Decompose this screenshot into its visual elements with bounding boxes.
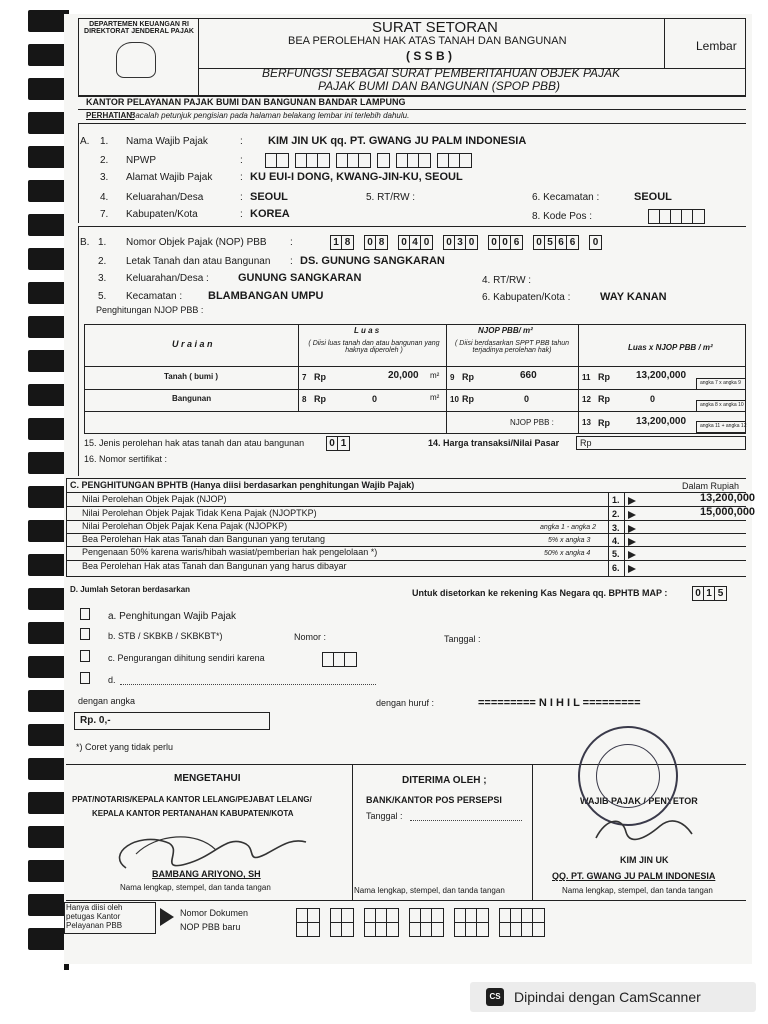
a7-num: 7. bbox=[100, 209, 109, 220]
njop-pbb-value: 13,200,000 bbox=[636, 416, 687, 427]
camscanner-logo-icon: CS bbox=[486, 988, 504, 1006]
c-row-label: Pengenaan 50% karena waris/hibah wasiat/pemberian hak pengelolaan *) bbox=[82, 547, 378, 557]
kodepos-boxes bbox=[648, 209, 705, 224]
arrow-right-icon bbox=[628, 511, 636, 519]
total-tanah-value: 13,200,000 bbox=[636, 370, 687, 381]
bank-caption: Nama lengkap, stempel, dan tanda tangan bbox=[354, 886, 505, 895]
a4-label: Keluarahan/Desa bbox=[126, 192, 204, 203]
c-row-label: Nilai Perolehan Objek Pajak Tidak Kena Pajak (NJOPTKP) bbox=[82, 508, 317, 518]
taxpayer-caption: Nama lengkap, stempel, dan tanda tangan bbox=[562, 886, 713, 895]
scanner-label: Dipindai dengan CamScanner bbox=[514, 989, 701, 1005]
mengetahui-sub2: KEPALA KANTOR PERTANAHAN KABUPATEN/KOTA bbox=[92, 809, 294, 818]
perhatian-text: Bacalah petunjuk pengisian pada halaman belakang lembar ini terlebih dahulu. bbox=[130, 111, 410, 120]
arrow-right-icon bbox=[628, 565, 636, 573]
taxpayer-name-value: KIM JIN UK qq. PT. GWANG JU PALM INDONESIA bbox=[268, 135, 527, 147]
section-c-title: C. PENGHITUNGAN BPHTB (Hanya diisi berdasarkan penghitungan Wajib Pajak) bbox=[70, 480, 415, 490]
luas-bangunan-value: 0 bbox=[372, 394, 378, 404]
c-row-label: Bea Perolehan Hak atas Tanah dan Bangunan yang terutang bbox=[82, 534, 326, 544]
a1-label: Nama Wajib Pajak bbox=[126, 136, 208, 147]
b5-label: Kecamatan : bbox=[126, 291, 183, 302]
c-row-formula: 5% x angka 3 bbox=[548, 537, 591, 544]
taxpayer-company: QQ. PT. GWANG JU PALM INDONESIA bbox=[552, 871, 716, 881]
taxpayer-signer-name: KIM JIN UK bbox=[620, 855, 669, 865]
th-njop: NJOP PBB/ m² bbox=[478, 326, 533, 335]
kabupaten-value: KOREA bbox=[250, 208, 290, 220]
rp-label: Rp bbox=[314, 394, 326, 404]
a4-num: 4. bbox=[100, 192, 109, 203]
rp-label: Rp bbox=[314, 372, 326, 382]
currency-note: Dalam Rupiah bbox=[682, 481, 740, 491]
b-kecamatan-value: BLAMBANGAN UMPU bbox=[208, 290, 324, 302]
th-luas: L u a s bbox=[354, 326, 380, 335]
c-row-label: Nilai Perolehan Objek Pajak (NJOP) bbox=[82, 494, 227, 504]
spiral-binding bbox=[28, 10, 68, 970]
map-code-boxes: 0 1 5 bbox=[692, 586, 727, 601]
option-b-checkbox[interactable] bbox=[80, 628, 90, 640]
b-rtrw-label: 4. RT/RW : bbox=[482, 275, 532, 286]
row-label: Bangunan bbox=[172, 394, 212, 403]
row-n1: 8 bbox=[302, 395, 307, 404]
company-stamp-inner-icon bbox=[596, 744, 660, 808]
dok-label: Nomor Dokumen bbox=[180, 908, 249, 918]
row-n3: 11 bbox=[582, 373, 591, 382]
c-row-num: 3. bbox=[612, 523, 620, 533]
b1-num: 1. bbox=[98, 237, 107, 248]
luas-tanah-value: 20,000 bbox=[388, 370, 419, 381]
c-row-num: 4. bbox=[612, 536, 620, 546]
row-label: Tanah ( bumi ) bbox=[164, 372, 219, 381]
b-kelurahan-value: GUNUNG SANGKARAN bbox=[238, 272, 362, 284]
nop-label: Nomor Objek Pajak (NOP) PBB bbox=[126, 237, 267, 248]
item14-label: 14. Harga transaksi/Nilai Pasar bbox=[428, 438, 560, 448]
c-row-formula: angka 1 - angka 2 bbox=[540, 524, 597, 531]
mengetahui-title: MENGETAHUI bbox=[174, 773, 241, 784]
option-c-code-boxes bbox=[322, 652, 357, 667]
c-row-label: Bea Perolehan Hak atas Tanah dan Bangunan yang harus dibayar bbox=[82, 561, 347, 571]
location-value: DS. GUNUNG SANGKARAN bbox=[300, 255, 445, 267]
njop-pbb-note: angka 11 + angka 12 bbox=[700, 423, 747, 429]
rp-label: Rp bbox=[598, 418, 610, 428]
a7-label: Kabupaten/Kota bbox=[126, 209, 198, 220]
kodepos-label: 8. Kode Pos : bbox=[532, 211, 593, 222]
taxpayer-signature-icon bbox=[576, 808, 716, 852]
row-n1: 7 bbox=[302, 373, 307, 382]
section-d-title: D. Jumlah Setoran berdasarkan bbox=[70, 585, 191, 594]
row-n3: 12 bbox=[582, 395, 591, 404]
a2-num: 2. bbox=[100, 155, 109, 166]
rp-label: Rp bbox=[462, 372, 474, 382]
c-row-num: 1. bbox=[612, 495, 620, 505]
option-a-checkbox[interactable] bbox=[80, 608, 90, 620]
b-kab-value: WAY KANAN bbox=[600, 291, 667, 303]
th-luas-note: ( Diisi luas tanah dan atau bangunan yang haknya diperoleh ) bbox=[308, 340, 440, 354]
nop-baru-label: NOP PBB baru bbox=[180, 922, 241, 932]
item16-label: 16. Nomor sertifikat : bbox=[84, 454, 168, 464]
diterima-sub: BANK/KANTOR POS PERSEPSI bbox=[366, 795, 502, 805]
option-d-label: d. bbox=[108, 675, 116, 685]
arrow-right-icon bbox=[160, 908, 174, 926]
b3-num: 3. bbox=[98, 273, 107, 284]
office-note: Hanya diisi oleh petugas Kantor Pelayanan PBB bbox=[66, 903, 123, 930]
function-line-1: BERFUNGSI SEBAGAI SURAT PEMBERITAHUAN OBJEK PAJAK bbox=[262, 66, 621, 80]
a2-label: NPWP bbox=[126, 155, 156, 166]
njop-total-value: 13,200,000 bbox=[700, 492, 756, 504]
rp-label: Rp bbox=[598, 372, 610, 382]
njoptkp-value: 15,000,000 bbox=[700, 506, 756, 518]
item15-label: 15. Jenis perolehan hak atas tanah dan atau bangunan bbox=[84, 438, 305, 448]
b3-label: Keluarahan/Desa : bbox=[126, 273, 209, 284]
c-row-num: 6. bbox=[612, 563, 620, 573]
b5-num: 5. bbox=[98, 291, 107, 302]
option-c-checkbox[interactable] bbox=[80, 650, 90, 662]
arrow-right-icon bbox=[628, 551, 636, 559]
c-row-label: Nilai Perolehan Objek Pajak Kena Pajak (NJOPKP) bbox=[82, 521, 288, 531]
perhatian-label: PERHATIAN: bbox=[86, 111, 135, 120]
total-bangunan-value: 0 bbox=[650, 394, 656, 404]
a3-label: Alamat Wajib Pajak bbox=[126, 172, 213, 183]
unit-label: m² bbox=[430, 393, 440, 402]
option-c-label: c. Pengurangan dihitung sendiri karena bbox=[108, 653, 265, 663]
nomor-label: Nomor : bbox=[294, 632, 327, 642]
b2-label: Letak Tanah dan atau Bangunan bbox=[126, 256, 271, 267]
taxpayer-address-value: KU EUI-I DONG, KWANG-JIN-KU, SEOUL bbox=[250, 171, 463, 183]
ministry-name: DEPARTEMEN KEUANGAN RI DIREKTORAT JENDERAL PAJAK bbox=[84, 21, 194, 35]
a1-colon: : bbox=[240, 136, 243, 147]
nop-colon: : bbox=[290, 237, 293, 248]
notary-caption: Nama lengkap, stempel, dan tanda tangan bbox=[120, 883, 271, 892]
section-a-label: A. bbox=[80, 136, 90, 147]
kelurahan-value: SEOUL bbox=[250, 191, 288, 203]
c-row-num: 2. bbox=[612, 509, 620, 519]
a3-colon: : bbox=[240, 172, 243, 183]
garuda-emblem-icon bbox=[116, 42, 156, 78]
taxpayer-title: WAJIB PAJAK / PENYETOR bbox=[580, 796, 698, 806]
mengetahui-sub1: PPAT/NOTARIS/KEPALA KANTOR LELANG/PEJABAT LELANG/ bbox=[72, 795, 312, 804]
rp-label: Rp bbox=[598, 394, 610, 404]
huruf-label: dengan huruf : bbox=[376, 698, 435, 708]
njop-intro: Penghitungan NJOP PBB : bbox=[96, 305, 204, 315]
a4-colon: : bbox=[240, 192, 243, 203]
nop-boxes: 1 8 0 8 0 4 0 0 3 0 0 0 6 0 5 6 6 0 bbox=[330, 235, 602, 250]
section-b-label: B. bbox=[80, 237, 90, 248]
arrow-right-icon bbox=[628, 497, 636, 505]
th-njop-note: ( Diisi berdasarkan SPPT PBB tahun terjadinya perolehan hak) bbox=[455, 340, 569, 354]
tanggal-label: Tanggal : bbox=[444, 634, 481, 644]
amount-in-words: ========= N I H I L ========= bbox=[478, 697, 641, 709]
office-code-boxes-row2 bbox=[296, 922, 545, 937]
c-row-formula: 50% x angka 4 bbox=[544, 550, 591, 557]
b2-colon: : bbox=[290, 256, 293, 267]
row-note: angka 7 x angka 9 bbox=[700, 380, 741, 386]
diterima-title: DITERIMA OLEH ; bbox=[402, 775, 487, 786]
lembar-label: Lembar bbox=[696, 39, 737, 53]
njop-pbb-label: NJOP PBB : bbox=[510, 418, 554, 427]
form-subtitle: BEA PEROLEHAN HAK ATAS TANAH DAN BANGUNAN bbox=[288, 35, 567, 47]
office-code-boxes bbox=[296, 908, 545, 923]
a-kecamatan-label: 6. Kecamatan : bbox=[532, 192, 600, 203]
arrow-right-icon bbox=[628, 525, 636, 533]
notary-name: BAMBANG ARIYONO, SH bbox=[152, 869, 261, 879]
form-title: SURAT SETORAN bbox=[372, 19, 498, 36]
a-kecamatan-value: SEOUL bbox=[634, 191, 672, 203]
unit-label: m² bbox=[430, 371, 440, 380]
option-b-label: b. STB / SKBKB / SKBKBT*) bbox=[108, 631, 223, 641]
njop-pbb-num: 13 bbox=[582, 418, 591, 427]
a7-colon: : bbox=[240, 209, 243, 220]
c-row-num: 5. bbox=[612, 549, 620, 559]
item15-code-boxes: 0 1 bbox=[326, 436, 350, 451]
diterima-tanggal: Tanggal : bbox=[366, 811, 403, 821]
th-uraian: U r a i a n bbox=[172, 339, 213, 349]
row-n2: 9 bbox=[450, 373, 455, 382]
option-a-label: a. Penghitungan Wajib Pajak bbox=[108, 611, 237, 622]
a-rtrw-label: 5. RT/RW : bbox=[366, 192, 416, 203]
kas-negara-label: Untuk disetorkan ke rekening Kas Negara qq. BPHTB MAP : bbox=[412, 588, 668, 598]
tax-office: KANTOR PELAYANAN PAJAK BUMI DAN BANGUNAN BANDAR LAMPUNG bbox=[86, 97, 406, 107]
a2-colon: : bbox=[240, 155, 243, 166]
option-d-checkbox[interactable] bbox=[80, 672, 90, 684]
amount-value: Rp. 0,- bbox=[80, 715, 111, 726]
npwp-boxes bbox=[265, 153, 472, 168]
ssb-label: ( S S B ) bbox=[406, 49, 453, 63]
b-kab-label: 6. Kabupaten/Kota : bbox=[482, 292, 571, 303]
rp-label: Rp bbox=[462, 394, 474, 404]
b2-num: 2. bbox=[98, 256, 107, 267]
arrow-right-icon bbox=[628, 538, 636, 546]
item14-rp: Rp bbox=[580, 438, 592, 448]
a3-num: 3. bbox=[100, 172, 109, 183]
angka-label: dengan angka bbox=[78, 696, 136, 706]
njop-bangunan-value: 0 bbox=[524, 394, 530, 404]
a1-num: 1. bbox=[100, 136, 109, 147]
row-n2: 10 bbox=[450, 395, 459, 404]
function-line-2: PAJAK BUMI DAN BANGUNAN (SPOP PBB) bbox=[318, 79, 561, 93]
coret-note: *) Coret yang tidak perlu bbox=[76, 742, 174, 752]
row-note: angka 8 x angka 10 bbox=[700, 402, 744, 408]
th-total: Luas x NJOP PBB / m² bbox=[628, 343, 713, 352]
njop-tanah-value: 660 bbox=[520, 370, 537, 381]
